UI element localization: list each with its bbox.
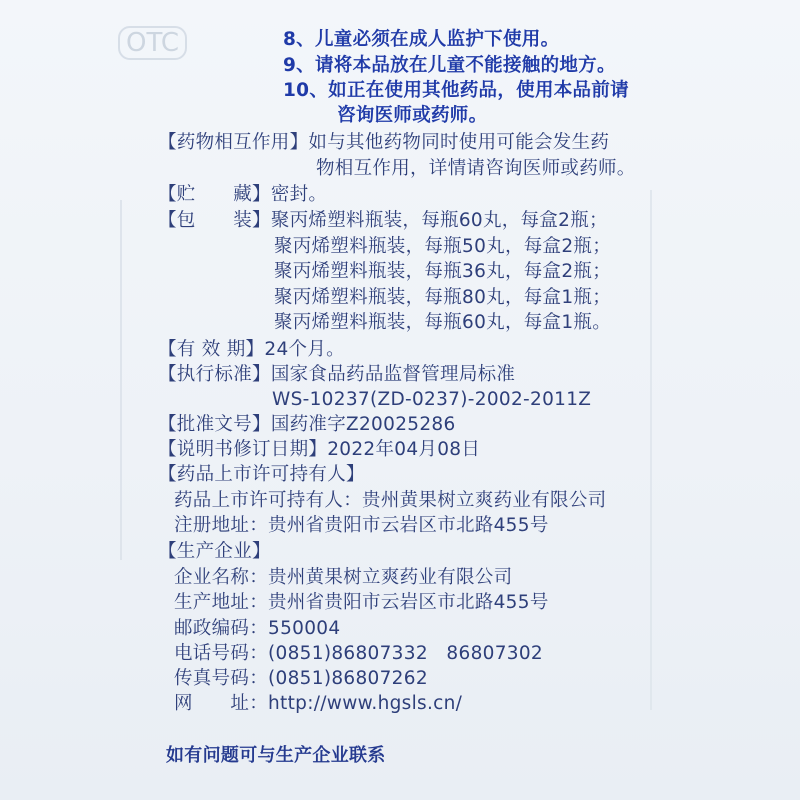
company-name: 贵州黄果树立爽药业有限公司 [268,567,513,588]
field-key: 传真号码： [174,668,269,689]
holder-address: 贵州省贵阳市云岩区市北路455号 [268,515,549,536]
approval-section [158,413,456,437]
interactions-section [158,131,609,155]
warning-text: 如正在使用其他药品，使用本品前请 [328,80,629,101]
section-label: 【药物相互作用】 [158,132,309,153]
packaging-section [158,209,608,233]
section-label: 【包 装】 [158,210,271,231]
validity-value: 24个月。 [264,339,345,360]
packaging-item: 聚丙烯塑料瓶装，每瓶60丸，每盒2瓶； [270,210,608,231]
section-label: 【贮 藏】 [158,184,271,205]
field-key: 药品上市许可持有人： [174,490,363,511]
manufacturer-section-label: 【生产企业】 [158,541,271,562]
storage-section [158,183,327,207]
manufacturer-row [174,642,543,666]
phone-numbers: (0851)86807332 86807302 [268,643,543,664]
field-key: 企业名称： [174,567,269,588]
interactions-text-line1: 如与其他药物同时使用可能会发生药 [308,132,610,153]
manufacturer-row [174,617,340,641]
website-url: http://www.hgsls.cn/ [268,693,463,714]
show-through-mark [650,190,772,710]
warning-text: 儿童必须在成人监护下使用。 [314,29,560,50]
warning-item-10-continued: 咨询医师或药师。 [337,105,488,126]
section-label: 【批准文号】 [158,414,271,435]
revision-date: 2022年04月08日 [327,439,481,460]
standard-section [158,363,515,387]
section-label: 【有 效 期】 [158,339,265,360]
warning-number: 8、 [283,29,315,50]
packaging-item: 聚丙烯塑料瓶装，每瓶36丸，每盒2瓶； [274,261,612,282]
show-through-mark [120,200,152,560]
standard-code: WS-10237(ZD-0237)-2002-2011Z [272,389,592,410]
packaging-item: 聚丙烯塑料瓶装，每瓶60丸，每盒1瓶。 [274,312,612,333]
postal-code: 550004 [268,618,341,639]
manufacturer-row [174,692,462,716]
warning-text: 请将本品放在儿童不能接触的地方。 [314,55,616,76]
revision-section [158,438,480,462]
holder-name-row [174,489,606,513]
manufacturer-row [174,667,428,691]
field-key: 邮政编码： [174,618,269,639]
warning-item-10 [283,79,629,103]
holder-section-label: 【药品上市许可持有人】 [158,464,365,485]
field-key: 电话号码： [174,643,269,664]
packaging-item: 聚丙烯塑料瓶装，每瓶50丸，每盒2瓶； [274,236,612,257]
packaging-item: 聚丙烯塑料瓶装，每瓶80丸，每盒1瓶； [274,287,612,308]
approval-number: 国药准字Z20025286 [270,414,456,435]
warning-item-9 [283,54,616,78]
section-label: 【说明书修订日期】 [158,439,328,460]
manufacturer-row [174,591,549,615]
holder-address-row [174,514,549,538]
warning-number: 10、 [283,80,329,101]
field-key: 生产地址： [174,592,269,613]
field-key: 注册地址： [174,515,269,536]
storage-value: 密封。 [270,184,328,205]
manufacturer-row [174,566,512,590]
warning-number: 9、 [283,55,315,76]
interactions-text-line2: 物相互作用，详情请咨询医师或药师。 [316,158,636,179]
section-label: 【执行标准】 [158,364,271,385]
production-address: 贵州省贵阳市云岩区市北路455号 [268,592,549,613]
validity-section [158,338,345,362]
contact-note: 如有问题可与生产企业联系 [166,745,386,766]
standard-value: 国家食品药品监督管理局标准 [270,364,516,385]
fax-number: (0851)86807262 [268,668,428,689]
warning-item-8 [283,28,559,52]
field-key: 网 址： [174,693,269,714]
holder-name: 贵州黄果树立爽药业有限公司 [362,490,607,511]
show-through-mark: OTC [118,26,187,60]
